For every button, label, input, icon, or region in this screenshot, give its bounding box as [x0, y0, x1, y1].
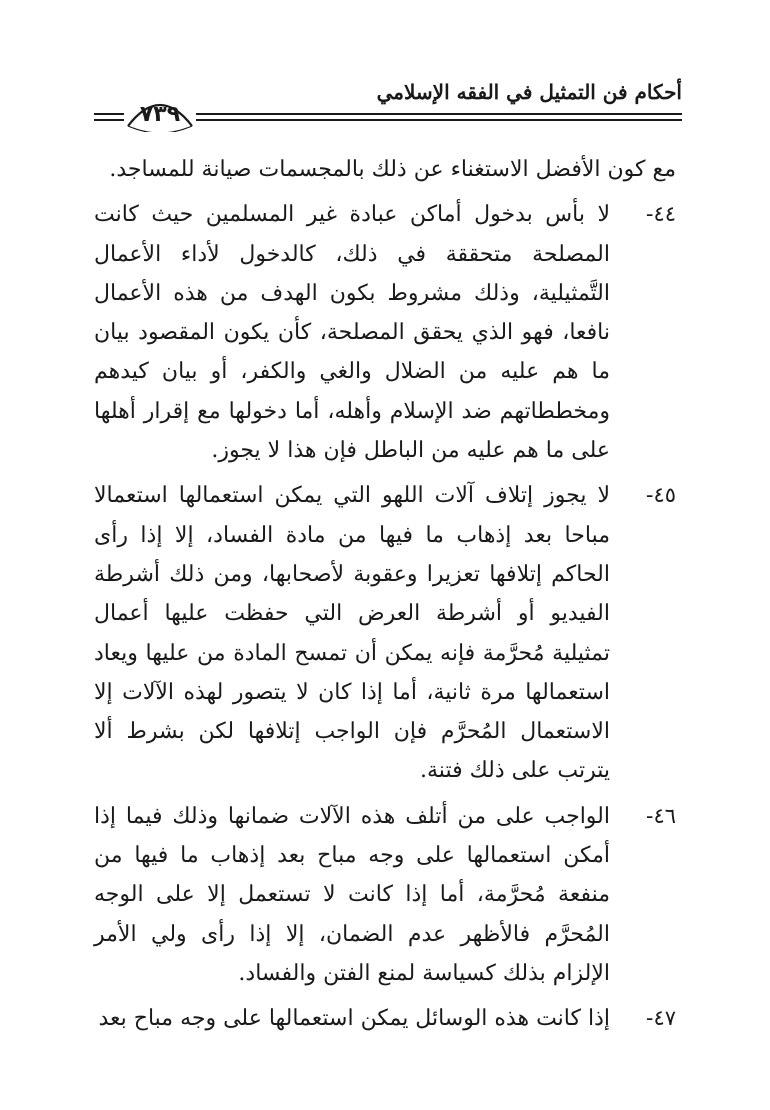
continuation-paragraph: مع كون الأفضل الاستغناء عن ذلك بالمجسمات صيانة للمساجد. [109, 157, 676, 182]
list-item [94, 476, 676, 790]
item-text: الواجب على من أتلف هذه الآلات ضمانها وذلك فيما إذا أمكن استعمالها على وجه مباح بعد إذهاب ما فيها من منفعة مُحرَّمة، أما إذا كانت لا تستعمل إلا على الوجه المُحرَّم فالأظهر عدم الضمان، إلا إذا رأى ولي الأمر الإلزام بذلك كسياسة لمنع الفتن والفساد. [94, 803, 610, 986]
header-rule-right [196, 113, 682, 121]
item-text: لا بأس بدخول أماكن عبادة غير المسلمين حيث كانت المصلحة متحققة في ذلك، كالدخول لأداء الأعمال التَّمثيلية، وذلك مشروط بكون الهدف من هذه الأعمال نافعا، فهو الذي يحقق المصلحة، كأن يكون المقصود بيان ما هم عليه من الضلال والغي والكفر، أو بيان كيدهم ومخططاتهم ضد الإسلام وأهله، أما دخولها مع إقرار أهلها على ما هم عليه من الباطل فإن هذا لا يجوز. [94, 202, 611, 464]
item-number: ٤٤- [645, 202, 676, 227]
item-number: ٤٦- [645, 803, 676, 828]
page-number-badge [124, 96, 196, 132]
page-number: ٧٣٩ [139, 101, 181, 127]
list-item [94, 797, 676, 993]
running-header-title: أحكام فن التمثيل في الفقه الإسلامي [376, 80, 682, 104]
list-item [94, 999, 676, 1038]
item-text: لا يجوز إتلاف آلات اللهو التي يمكن استعمالها استعمالا مباحا بعد إذهاب ما فيها من مادة الفساد، إلا إذا رأى الحاكم إتلافها تعزيرا وعقوبة لأصحابها، ومن ذلك أشرطة الفيديو أو أشرطة العرض التي حفظت عليها أعمال تمثيلية مُحرَّمة فإنه يمكن أن تمسح المادة من عليها ويعاد استعمالها مرة ثانية، أما إذا كان لا يتصور لهذه الآلات إلا الاستعمال المُحرَّم فإن الواجب إتلافها لكن بشرط ألا يترتب على ذلك فتنة. [94, 483, 610, 784]
item-number: ٤٧- [645, 1006, 676, 1031]
item-number: ٤٥- [645, 483, 676, 508]
list-item [94, 195, 676, 470]
item-text: إذا كانت هذه الوسائل يمكن استعمالها على وجه مباح بعد [98, 1006, 610, 1032]
header-rule-left [94, 113, 124, 121]
page-body [94, 150, 676, 1045]
